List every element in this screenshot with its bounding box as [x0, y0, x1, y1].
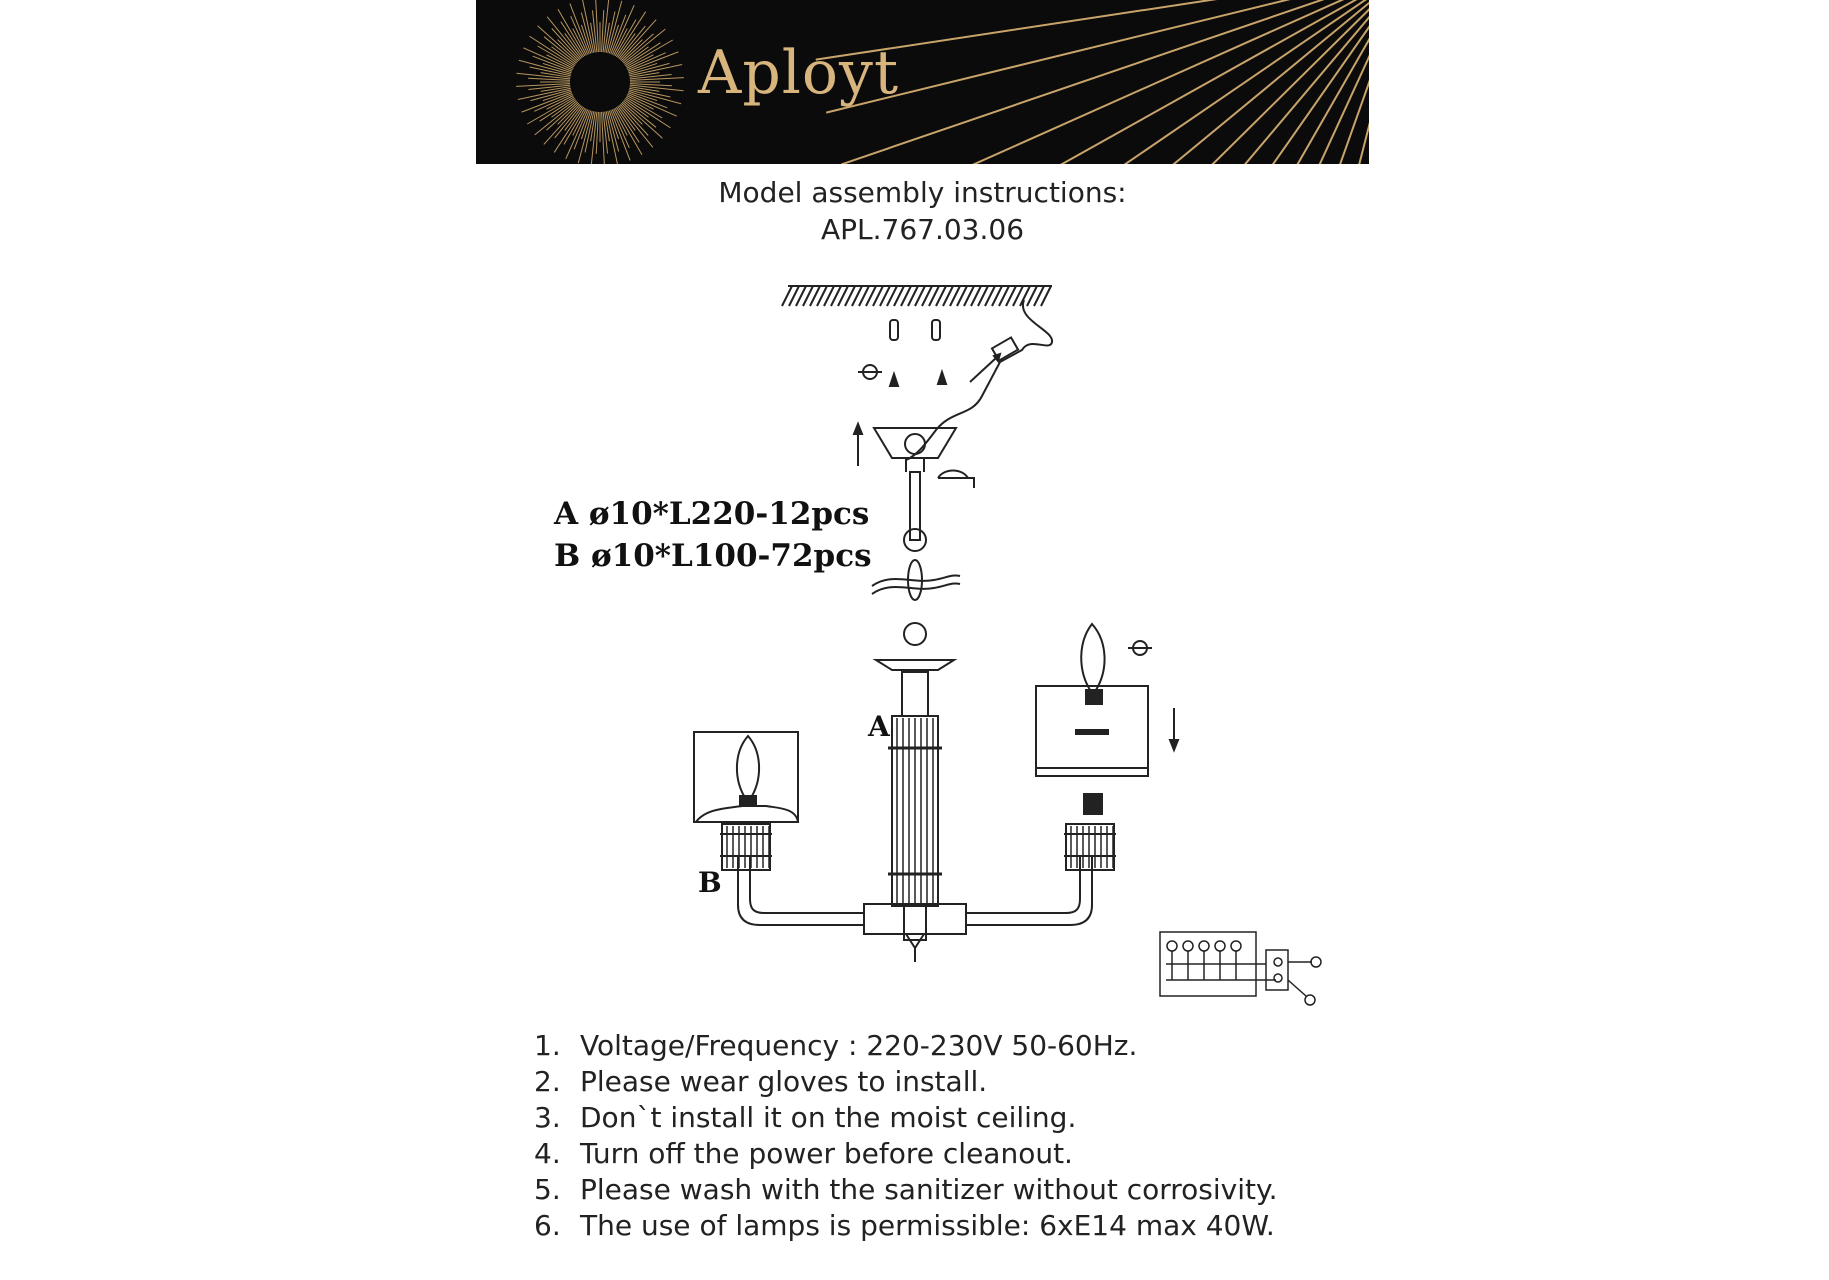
chain	[872, 472, 960, 670]
part-spec-b: B ø10*L100-72pcs	[554, 538, 872, 574]
brand-banner	[476, 0, 1369, 164]
list-item: 2. Please wear gloves to install.	[534, 1065, 988, 1098]
list-item: 5. Please wash with the sanitizer without corrosivity.	[534, 1173, 1278, 1206]
list-item: 4. Turn off the power before cleanout.	[534, 1137, 1073, 1170]
assembly-diagram	[476, 250, 1369, 1020]
label-part-b: B	[698, 866, 722, 899]
list-item: 6. The use of lamps is permissible: 6xE14 max 40W.	[534, 1209, 1275, 1242]
mounting-screws	[858, 320, 946, 386]
brand-logo-text: Aployt	[698, 38, 900, 108]
model-number: APL.767.03.06	[820, 213, 1025, 246]
part-spec-a: A ø10*L220-12pcs	[554, 496, 870, 532]
power-wire	[906, 300, 1052, 460]
document-title	[476, 174, 1369, 248]
instruction-notes	[534, 1028, 1354, 1244]
sunburst-graphic	[476, 0, 1369, 164]
left-lamp	[694, 732, 798, 870]
title-line: Model assembly instructions:	[718, 176, 1127, 209]
list-item: 3. Don`t install it on the moist ceiling.	[534, 1101, 1077, 1134]
wiring-schematic	[1160, 932, 1321, 1005]
ceiling-hatch	[782, 286, 1052, 306]
label-part-a: A	[868, 710, 890, 743]
list-item: 1. Voltage/Frequency : 220-230V 50-60Hz.	[534, 1029, 1138, 1062]
central-column-a	[888, 672, 942, 940]
right-lamp	[1036, 624, 1178, 870]
